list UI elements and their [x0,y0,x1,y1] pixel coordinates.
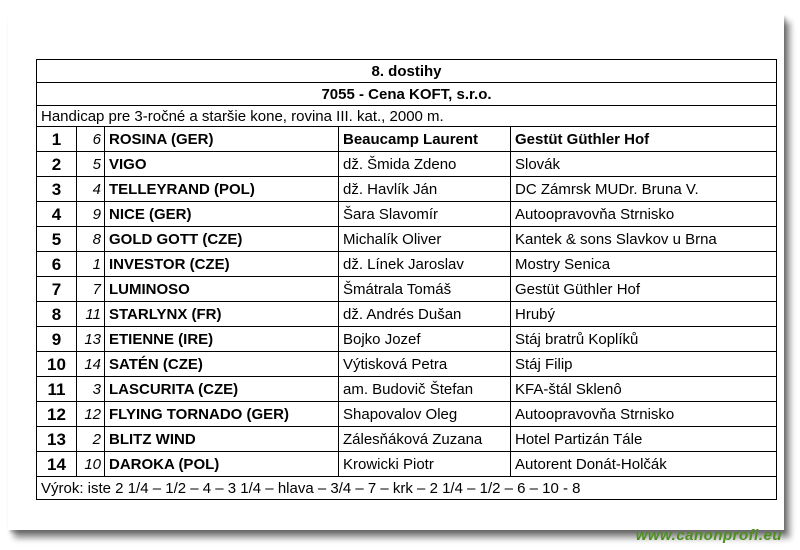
result-jockey: Beaucamp Laurent [339,127,511,152]
result-place: 12 [37,402,77,427]
result-num: 13 [77,327,105,352]
result-horse: STARLYNX (FR) [105,302,339,327]
result-row [37,327,777,352]
result-place: 9 [37,327,77,352]
result-horse: LUMINOSO [105,277,339,302]
result-jockey: Shapovalov Oleg [339,402,511,427]
result-horse: VIGO [105,152,339,177]
result-owner: KFA-štál Sklenô [511,377,777,402]
result-place: 10 [37,352,77,377]
result-place: 14 [37,452,77,477]
result-jockey: dž. Andrés Dušan [339,302,511,327]
result-jockey: dž. Havlík Ján [339,177,511,202]
result-num: 1 [77,252,105,277]
result-place: 7 [37,277,77,302]
result-num: 10 [77,452,105,477]
race-number: 8. dostihy [37,60,777,83]
result-row [37,302,777,327]
result-row [37,252,777,277]
result-horse: ETIENNE (IRE) [105,327,339,352]
result-jockey: Michalík Oliver [339,227,511,252]
margins-text: Výrok: iste 2 1/4 – 1/2 – 4 – 3 1/4 – hlava – 3/4 – 7 – krk – 2 1/4 – 1/2 – 6 – 10 - 8 [37,477,777,500]
result-row [37,352,777,377]
result-num: 5 [77,152,105,177]
result-jockey: am. Budovič Štefan [339,377,511,402]
result-row [37,452,777,477]
result-owner: Stáj bratrů Koplíků [511,327,777,352]
result-owner: Autoopravovňa Strnisko [511,402,777,427]
result-num: 11 [77,302,105,327]
watermark: www.canonprofi.eu [635,527,782,544]
result-jockey: Krowicki Piotr [339,452,511,477]
result-owner: Gestüt Güthler Hof [511,277,777,302]
result-owner: Slovák [511,152,777,177]
result-num: 4 [77,177,105,202]
result-row [37,377,777,402]
result-owner: Autorent Donát-Holčák [511,452,777,477]
result-num: 2 [77,427,105,452]
result-horse: GOLD GOTT (CZE) [105,227,339,252]
result-num: 9 [77,202,105,227]
result-row [37,402,777,427]
result-jockey: dž. Šmida Zdeno [339,152,511,177]
race-number-row [37,60,777,83]
result-place: 11 [37,377,77,402]
result-place: 2 [37,152,77,177]
result-horse: INVESTOR (CZE) [105,252,339,277]
result-jockey: dž. Línek Jaroslav [339,252,511,277]
result-row [37,202,777,227]
result-place: 6 [37,252,77,277]
result-horse: TELLEYRAND (POL) [105,177,339,202]
result-owner: Hrubý [511,302,777,327]
result-jockey: Bojko Jozef [339,327,511,352]
result-owner: Autoopravovňa Strnisko [511,202,777,227]
result-place: 5 [37,227,77,252]
result-num: 3 [77,377,105,402]
result-row [37,152,777,177]
result-jockey: Výtisková Petra [339,352,511,377]
result-place: 3 [37,177,77,202]
result-owner: Gestüt Güthler Hof [511,127,777,152]
race-name-row [37,83,777,106]
result-jockey: Šara Slavomír [339,202,511,227]
result-horse: NICE (GER) [105,202,339,227]
result-owner: Kantek & sons Slavkov u Brna [511,227,777,252]
result-place: 13 [37,427,77,452]
result-horse: LASCURITA (CZE) [105,377,339,402]
result-horse: DAROKA (POL) [105,452,339,477]
results-sheet [8,14,784,530]
race-conditions-row [37,106,777,127]
result-row [37,427,777,452]
results-table [36,59,777,500]
result-horse: ROSINA (GER) [105,127,339,152]
result-owner: Stáj Filip [511,352,777,377]
result-num: 12 [77,402,105,427]
result-num: 8 [77,227,105,252]
race-conditions: Handicap pre 3-ročné a staršie kone, rovina III. kat., 2000 m. [37,106,777,127]
result-num: 14 [77,352,105,377]
result-jockey: Zálesňáková Zuzana [339,427,511,452]
result-row [37,227,777,252]
result-owner: DC Zámrsk MUDr. Bruna V. [511,177,777,202]
result-horse: SATÉN (CZE) [105,352,339,377]
result-owner: Hotel Partizán Tále [511,427,777,452]
margins-row [37,477,777,500]
result-row [37,127,777,152]
result-place: 8 [37,302,77,327]
result-horse: BLITZ WIND [105,427,339,452]
result-jockey: Šmátrala Tomáš [339,277,511,302]
result-owner: Mostry Senica [511,252,777,277]
result-place: 1 [37,127,77,152]
result-place: 4 [37,202,77,227]
result-horse: FLYING TORNADO (GER) [105,402,339,427]
result-row [37,177,777,202]
result-num: 7 [77,277,105,302]
race-name: 7055 - Cena KOFT, s.r.o. [37,83,777,106]
result-row [37,277,777,302]
result-num: 6 [77,127,105,152]
